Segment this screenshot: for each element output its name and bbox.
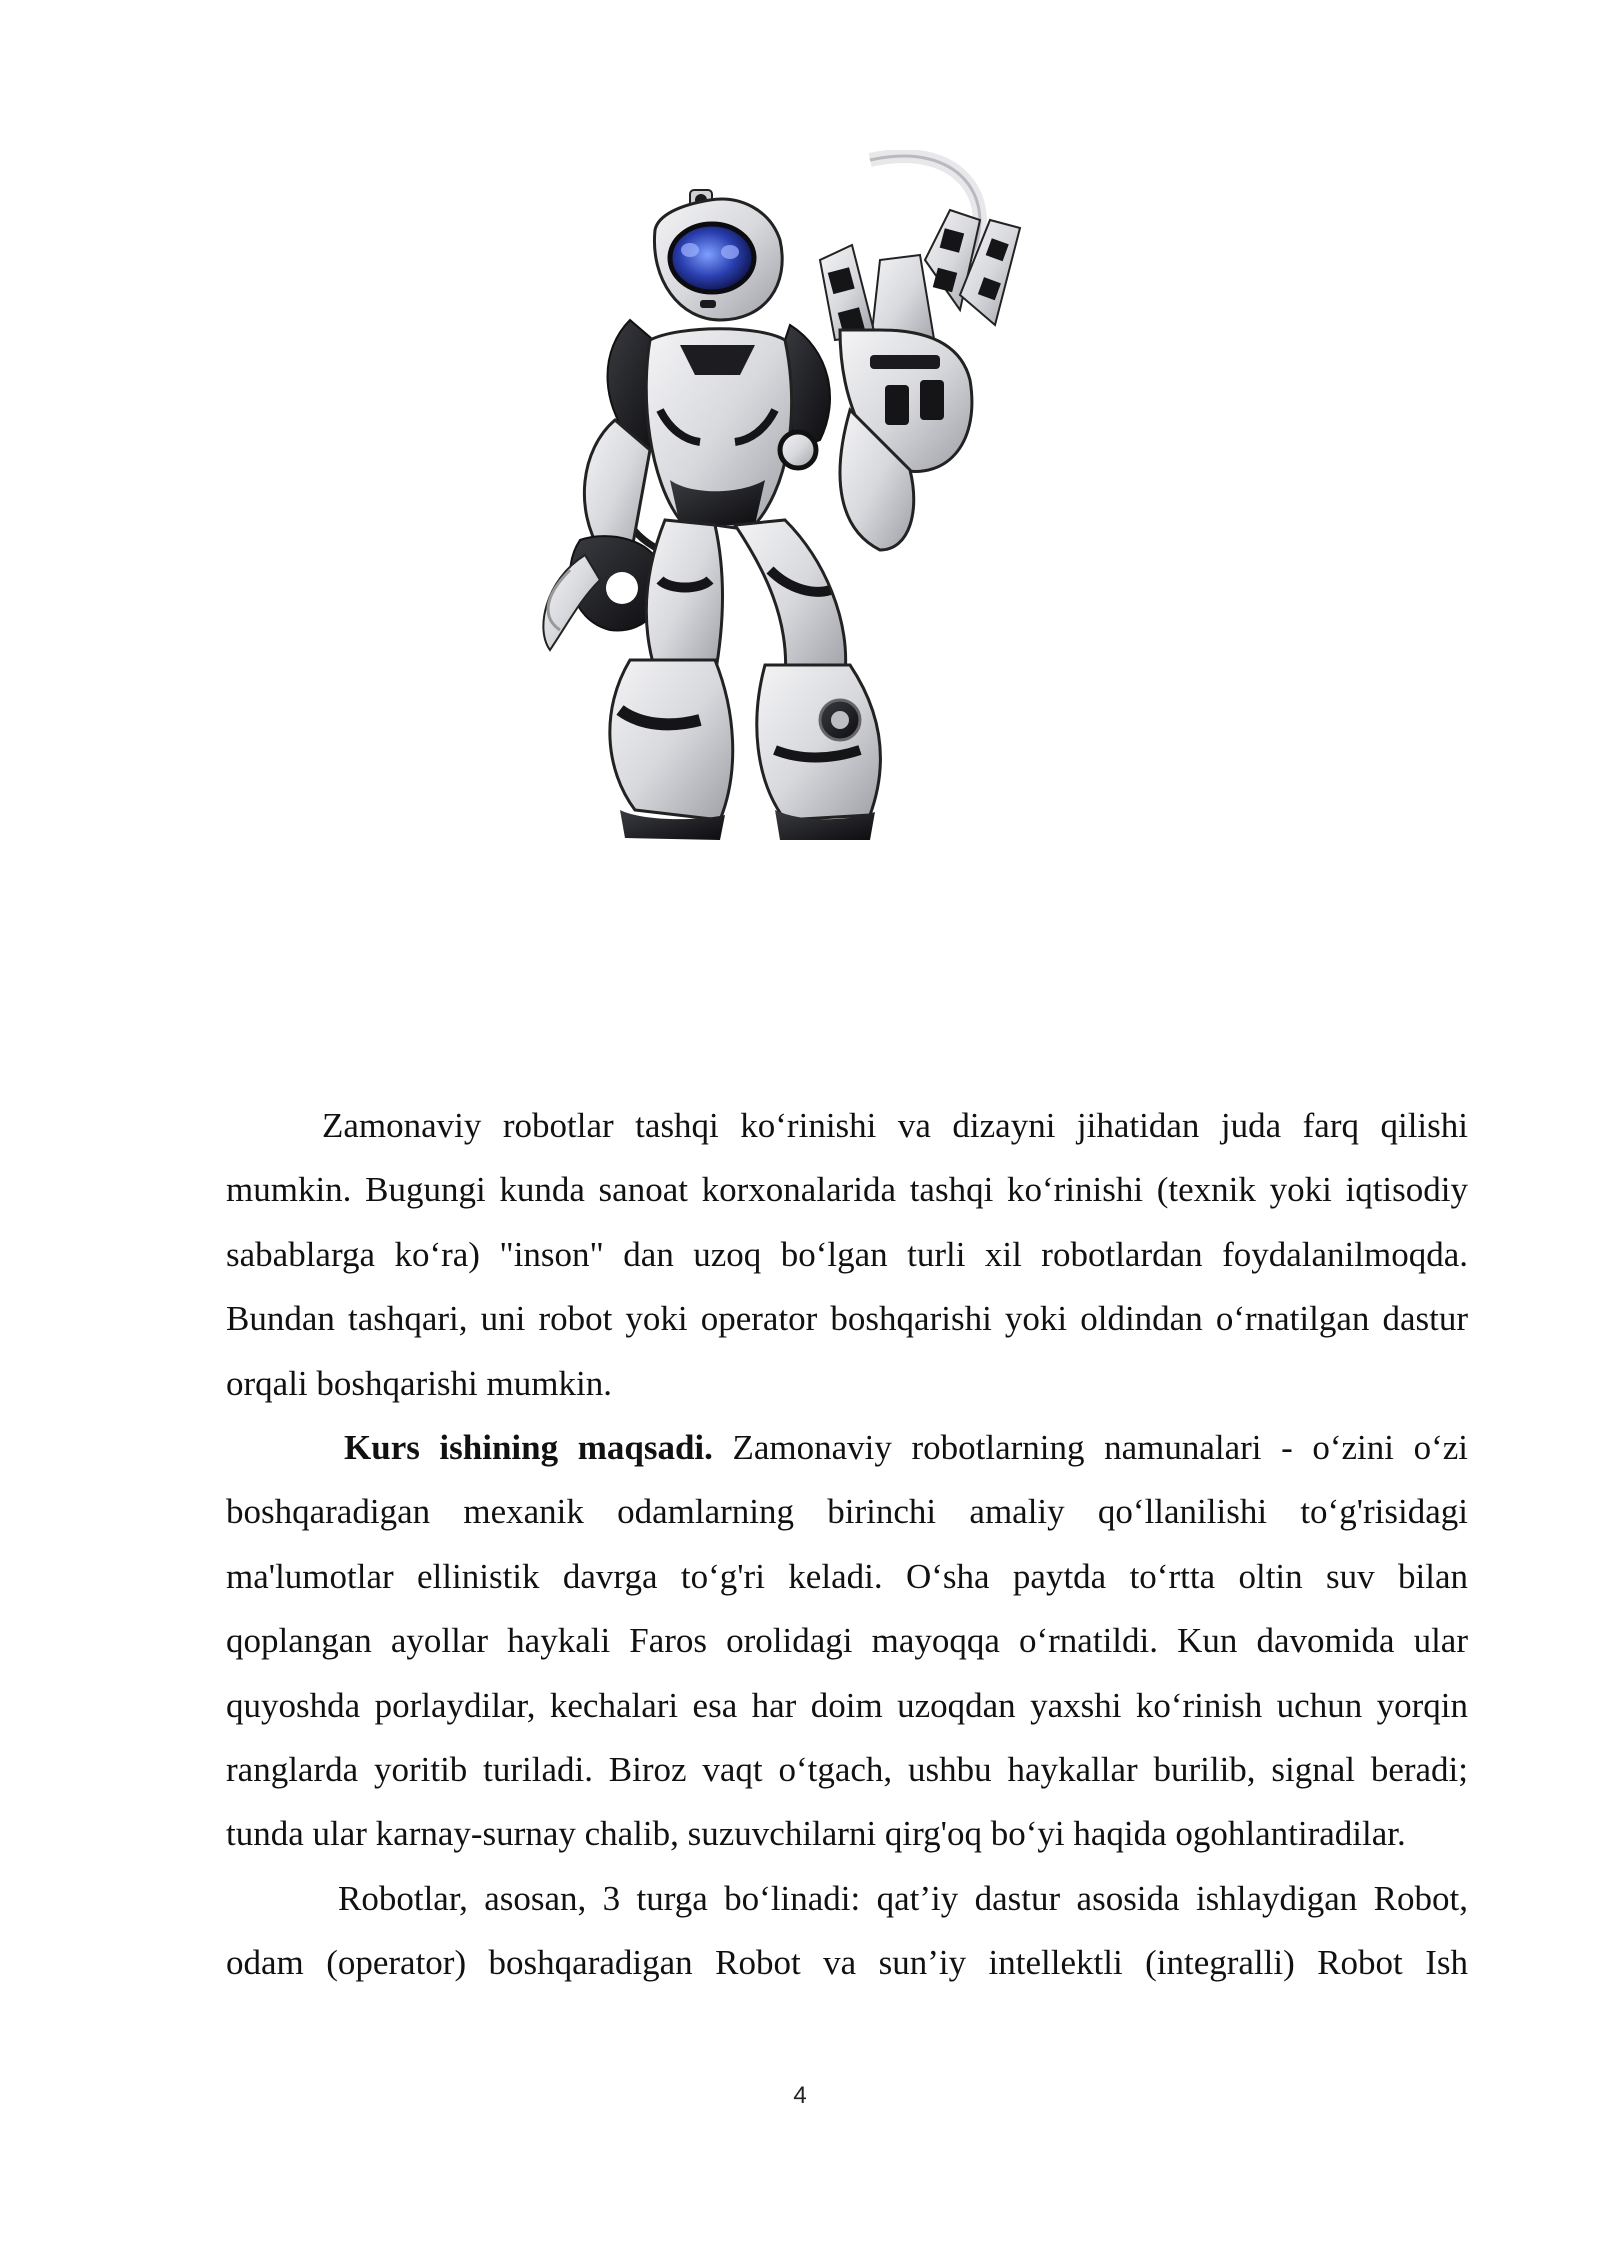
page-number: 4 [793, 2082, 807, 2109]
humanoid-robot-icon [540, 150, 1180, 950]
body-text [226, 1094, 1468, 1996]
paragraph-2-heading: Kurs ishining maqsadi. [344, 1428, 713, 1468]
robot-illustration [540, 150, 1180, 950]
paragraph-2 [226, 1416, 1468, 1867]
paragraph-3: Robotlar, asosan, 3 turga bo‘linadi: qat’iy dastur asosida ishlaydigan Robot, odam (operator) boshqaradigan Robot va sun’iy intellektli (integralli) Robot Ish [226, 1878, 1468, 1983]
paragraph-1: Zamonaviy robotlar tashqi ko‘rinishi va dizayni jihatidan juda farq qilishi mumkin. Bugungi kunda sanoat korxonalarida tashqi ko‘rinishi (texnik yoki iqtisodiy sabablarga ko‘ra) "inson" dan uzoq bo‘lgan turli xil robotlardan foydalanilmoqda. Bundan tashqari, uni robot yoki operator boshqarishi yoki oldindan o‘rnatilgan dastur orqali boshqarishi mumkin. [226, 1106, 1468, 1403]
paragraph-2-body: Zamonaviy robotlarning namunalari - o‘zini o‘zi boshqaradigan mexanik odamlarning birinchi amaliy qo‘llanilishi to‘g'risidagi ma'lumotlar ellinistik davrga to‘g'ri keladi. O‘sha paytda to‘rtta oltin suv bilan qoplangan ayollar haykali Faros orolidagi mayoqqa o‘rnatildi. Kun davomida ular quyoshda porlaydilar, kechalari esa har doim uzoqdan yaxshi ko‘rinish uchun yorqin ranglarda yoritib turiladi. Biroz vaqt o‘tgach, ushbu haykallar burilib, signal beradi; tunda ular karnay-surnay chalib, suzuvchilarni qirg'oq bo‘yi haqida ogohlantiradilar. [226, 1428, 1468, 1854]
